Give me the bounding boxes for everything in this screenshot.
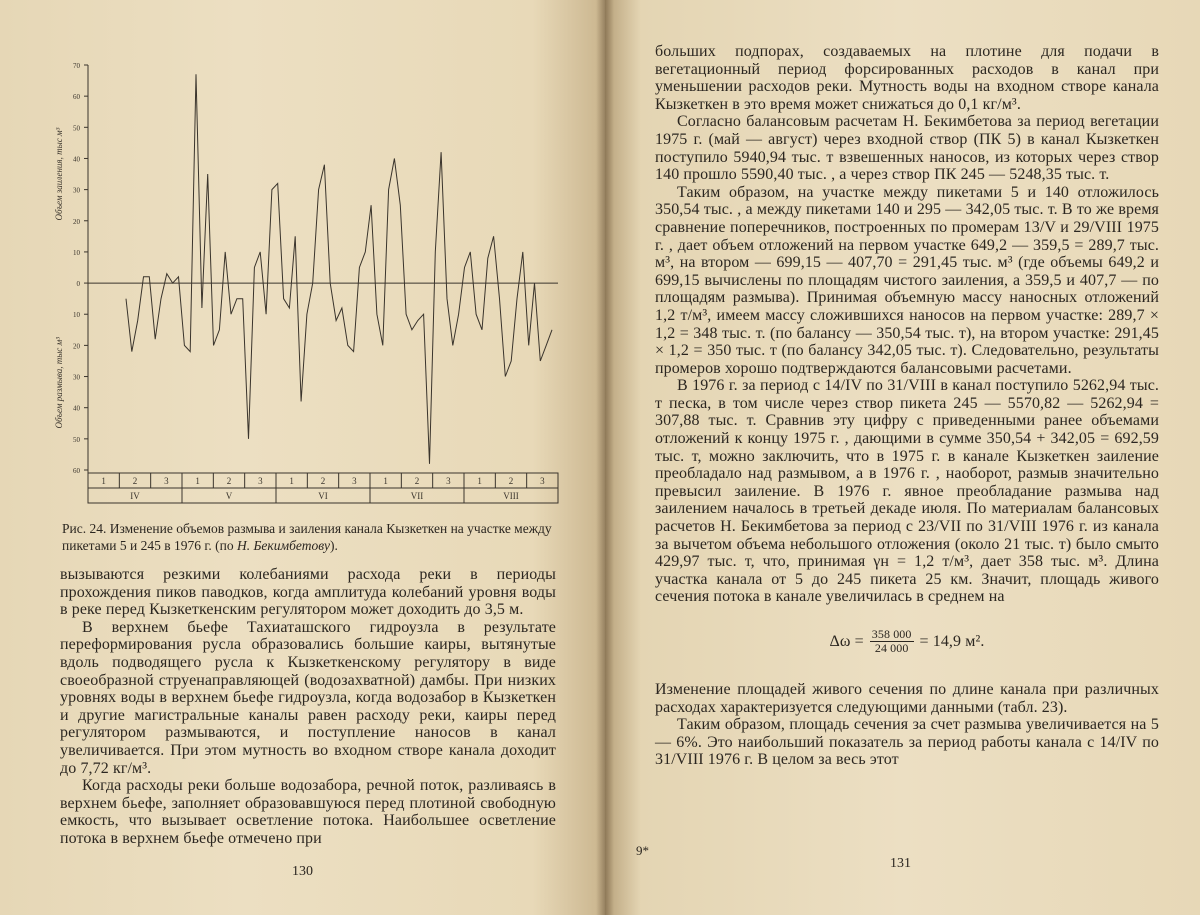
formula-rhs: = 14,9 м².: [919, 632, 985, 650]
x-decade-label: 3: [446, 476, 451, 486]
left-body-text: [60, 566, 556, 848]
y-tick-label: 30: [73, 373, 80, 382]
right-body-text: [655, 43, 1159, 769]
x-decade-label: 1: [101, 476, 106, 486]
x-month-label: V: [225, 491, 233, 501]
series-line: [126, 74, 552, 464]
x-decade-label: 1: [289, 476, 294, 486]
y-tick-label: 50: [73, 435, 80, 444]
chart-svg: [40, 55, 580, 515]
x-decade-label: 2: [226, 476, 232, 486]
x-decade-label: 3: [540, 476, 545, 486]
x-month-label: VI: [318, 491, 328, 501]
x-month-label: IV: [130, 491, 140, 501]
y-label-bottom: Объем размыва, тыс м³: [54, 337, 64, 429]
y-tick-label: 0: [76, 280, 80, 289]
page-number: 131: [890, 856, 911, 871]
paragraph: В верхнем бьефе Тахиаташского гидроузла в результате переформирования русла образовались большие каиры, вытянутые вдоль подводящего русла к Кызкеткенскому регулятору в виде своеобразной струенаправляющей (водозахватной) дамбы. При низких уровнях воды в верхнем бьефе гидроузла, когда водозабор в Кызкеткен и другие магистральные каналы равен расходу реки, каиры перед регулятором размываются, и поступление наносов в канал увеличивается. При этом мутность во входном створе канала доходит до 7,72 кг/м³.: [60, 618, 556, 777]
y-tick-label: 20: [73, 217, 80, 226]
y-tick-label: 20: [73, 342, 80, 351]
x-decade-label: 2: [414, 476, 420, 486]
formula: [655, 628, 1159, 655]
x-month-label: VIII: [503, 491, 519, 501]
x-month-label: VII: [410, 491, 424, 501]
signature-mark: 9*: [636, 843, 649, 858]
paragraph: Таким образом, площадь сечения за счет размыва увеличивается на 5 — 6%. Это наибольший показатель за период работы канала с 14/IV по 31/VIII 1976 г. В целом за весь этот: [655, 716, 1159, 769]
y-tick-label: 70: [73, 62, 80, 70]
formula-denominator: 24 000: [874, 641, 909, 655]
x-decade-label: 1: [383, 476, 388, 486]
paragraph: В 1976 г. за период с 14/IV по 31/VIII в канал поступило 5262,94 тыс. т песка, в том числе через створ пикета 245 — 5570,82 — 5262,94 = 307,88 тыс. т. Сравнив эту цифру с приведенными ранее объемами отложений к концу 1975 г. , дающими в сумме 350,54 + 342,05 = 692,59 тыс. т, можно заключить, что в 1975 г. в канале Кызкеткен заиление преобладало над размывом, а в 1976 г. , наоборот, размыв значительно превысил заиление. В 1976 г. явное преобладание размыва над заилением началось в третьей декаде июля. По материалам балансовых расчетов Н. Бекимбетова за период с 23/VII по 31/VIII 1976 г. из канала за вычетом объема небольшого отложения (около 21 тыс. т) было смыто 429,97 тыс. т, что, принимая γн = 1,2 т/м³, дает 358 тыс. м³. Длина участка канала от 5 до 245 пикета 25 км. Значит, площадь живого сечения потока в канале увеличилась в среднем на: [655, 377, 1159, 606]
paragraph: Когда расходы реки больше водозабора, речной поток, разливаясь в верхнем бьефе, заполняет образовавшуюся перед плотиной свободную емкость, что вызывает осветление потока. Наибольшее осветление потока в верхнем бьефе отмечено при: [60, 777, 556, 847]
formula-fraction: [870, 628, 914, 655]
y-tick-label: 40: [73, 404, 80, 413]
y-label-top: Объем заиления, тыс м³: [54, 127, 64, 221]
page-number: 130: [292, 864, 313, 879]
y-tick-label: 40: [73, 155, 80, 164]
y-tick-label: 50: [73, 124, 80, 133]
x-decade-label: 2: [508, 476, 514, 486]
x-decade-label: 2: [132, 476, 138, 486]
paragraph: больших подпорах, создаваемых на плотине для подачи в вегетационный период форсированных расходов в канал при уменьшении расходов реки. Мутность воды на входном створе канала Кызкеткен в это время может снижаться до 0,1 кг/м³.: [655, 43, 1159, 113]
caption-author: Н. Бекимбетову: [236, 538, 331, 553]
y-tick-label: 10: [73, 311, 80, 320]
paragraph: вызываются резкими колебаниями расхода реки в периоды прохождения пиков паводков, когда амплитуда колебаний уровня воды в реке перед Кызкеткенским регулятором может доходить до 3,5 м.: [60, 566, 556, 619]
formula-lhs: Δω =: [829, 632, 864, 650]
paragraph: Таким образом, на участке между пикетами 5 и 140 отложилось 350,54 тыс. , а между пикетами 140 и 295 — 342,05 тыс. т. В то же время сравнение поперечников, построенных по промерам 13/V и 29/VIII 1975 г. , дает объем отложений на первом участке 649,2 — 359,5 = 289,7 тыс. м³, на втором — 699,15 — 407,70 = 291,45 тыс. м³ (где объемы 649,2 и 699,15 вычислены по площадям чистого заиления, а 359,5 и 407,7 — по площадям размыва). Принимая объемную массу наносных отложений 1,2 т/м³, имеем массу сложившихся наносов на первом участке: 289,7 × 1,2 = 348 тыс. т. (по балансу — 350,54 тыс. т), на втором участке: 291,45 × 1,2 = 350 тыс. т (по балансу 342,05 тыс. т). Следовательно, результаты промеров хорошо подтверждаются балансовыми расчетами.: [655, 183, 1159, 377]
right-page: [605, 0, 1200, 915]
figure-24-chart: [40, 55, 580, 515]
paragraph: Изменение площадей живого сечения по длине канала при различных расходах характеризуется следующими данными (табл. 23).: [655, 681, 1159, 716]
caption-end: ).: [330, 538, 338, 553]
x-decade-label: 1: [477, 476, 482, 486]
x-decade-label: 3: [352, 476, 357, 486]
y-tick-label: 10: [73, 248, 80, 257]
y-tick-label: 60: [73, 93, 80, 102]
formula-numerator: 358 000: [871, 627, 912, 641]
paragraph: Согласно балансовым расчетам Н. Бекимбетова за период вегетации 1975 г. (май — август) через входной створ (ПК 5) в канал Кызкеткен поступило 5940,94 тыс. т взвешенных наносов, из которых через створ 140 прошло 5590,40 тыс. , а через створ ПК 245 — 5248,35 тыс. т.: [655, 113, 1159, 184]
x-decade-label: 1: [195, 476, 200, 486]
x-decade-label: 3: [164, 476, 169, 486]
book-gutter: [596, 0, 614, 915]
x-decade-label: 3: [258, 476, 263, 486]
figure-caption: [62, 520, 562, 554]
y-tick-label: 30: [73, 186, 80, 195]
caption-text: Изменение объемов размыва и заиления канала Кызкеткен на участке между пикетами 5 и 245 в 1976 г. (по: [62, 521, 552, 553]
caption-number: Рис. 24.: [62, 521, 107, 536]
x-decade-label: 2: [320, 476, 326, 486]
y-tick-label: 60: [73, 467, 80, 475]
